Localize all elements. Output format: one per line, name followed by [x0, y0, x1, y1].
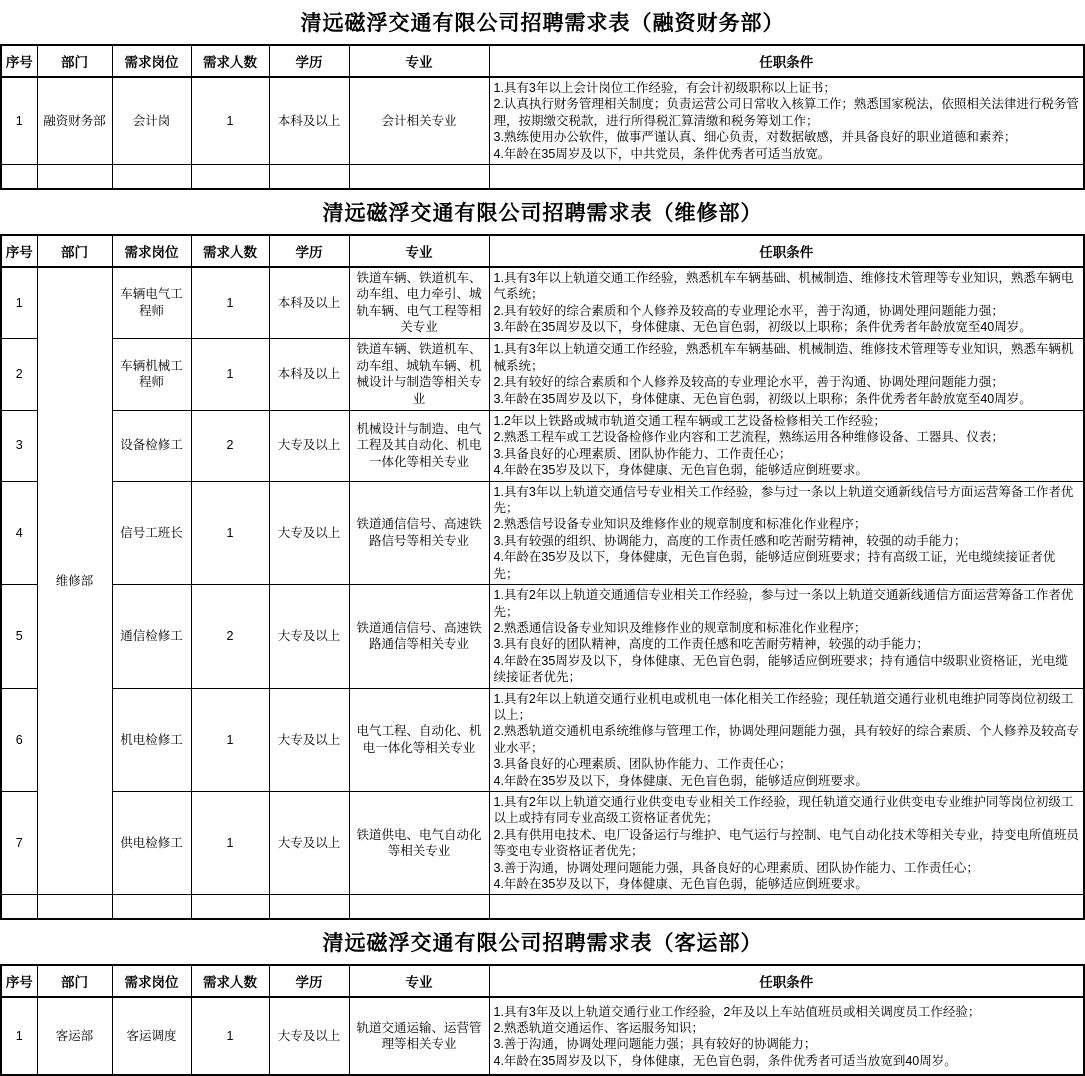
- empty-cell: [489, 895, 1084, 920]
- condition-line: 4.年龄在35岁及以下，身体健康、无色盲色弱，能够适应倒班要求。: [493, 773, 868, 788]
- serial-cell: 5: [1, 585, 37, 688]
- recruitment-table-maintenance: [0, 234, 1085, 920]
- condition-line: 2.熟悉信号设备专业知识及维修作业的规章制度和标准化作业程序；: [493, 517, 867, 532]
- conditions-cell: [489, 77, 1084, 165]
- table-row: [1, 410, 1084, 481]
- empty-cell: [1, 895, 37, 920]
- department-cell: 融资财务部: [37, 77, 112, 165]
- department-cell: 客运部: [37, 997, 112, 1075]
- serial-cell: 1: [1, 77, 37, 165]
- condition-line: 1.具有2年以上轨道交通通信专业相关工作经验，参与过一条以上轨道交通新线通信方面运营筹备工作者优先；: [493, 588, 1074, 619]
- table-row: [1, 791, 1084, 894]
- table-title-passenger: 清远磁浮交通有限公司招聘需求表（客运部）: [322, 932, 763, 956]
- condition-line: 3.具有较强的组织、协调能力，高度的工作责任感和吃苦耐劳精神，较强的动手能力；: [493, 533, 967, 548]
- headcount-cell: 1: [191, 77, 269, 165]
- condition-line: 2.具有供用电技术、电厂设备运行与维护、电气运行与控制、电气自动化技术等相关专业，持变电所值班员等变电专业资格证者优先；: [493, 827, 1079, 859]
- empty-cell: [112, 165, 191, 190]
- col-header-major: 专业: [349, 235, 489, 267]
- condition-line: 1.具有3年以上轨道交通信号专业相关工作经验，参与过一条以上轨道交通新线信号方面运营筹备工作者优先；: [493, 484, 1074, 516]
- serial-cell: 1: [1, 997, 37, 1075]
- condition-line: 1.具有3年以上轨道交通工作经验，熟悉机车车辆基础、机械制造、维修技术管理等专业知识，熟悉车辆机械系统；: [493, 342, 1074, 373]
- condition-line: 3.年龄在35周岁及以下，身体健康、无色盲色弱，初级以上职称；条件优秀者年龄放宽至40周岁。: [493, 391, 1032, 406]
- education-cell: 大专及以上: [269, 688, 349, 791]
- table-section-finance: [0, 0, 1085, 190]
- position-cell: 车辆电气工程师: [112, 267, 191, 338]
- position-cell: 机电检修工: [112, 688, 191, 791]
- empty-stub-row: [1, 895, 1084, 920]
- condition-line: 3.熟练使用办公软件，做事严谨认真、细心负责，对数据敏感，并具备良好的职业道德和素养；: [493, 130, 1017, 145]
- condition-line: 2.熟悉工程车或工艺设备检修作业内容和工艺流程，熟练运用各种维修设备、工器具、仪表；: [493, 430, 1004, 445]
- col-header-position: 需求岗位: [112, 235, 191, 267]
- conditions-cell: [489, 338, 1084, 410]
- headcount-cell: 2: [191, 410, 269, 481]
- empty-cell: [269, 895, 349, 920]
- empty-cell: [269, 165, 349, 190]
- condition-line: 3.善于沟通，协调处理问题能力强，具备良好的心理素质、团队协作能力、工作责任心；: [493, 860, 979, 875]
- condition-line: 1.具有3年及以上轨道交通行业工作经验，2年及以上车站值班员或相关调度员工作经验；: [493, 1004, 981, 1019]
- condition-line: 1.具有2年以上轨道交通行业机电或机电一体化相关工作经验；现任轨道交通行业机电维护同等岗位初级工以上；: [493, 691, 1074, 722]
- col-header-education: 学历: [269, 45, 349, 77]
- empty-stub-row: [1, 165, 1084, 190]
- condition-line: 4.年龄在35周岁及以下，身体健康、无色盲色弱，能够适应倒班要求；持有通信中级职业资格证，光电缆续接证者优先；: [493, 653, 1068, 685]
- major-cell: 铁道通信信号、高速铁路信号等相关专业: [349, 481, 489, 584]
- condition-line: 2.具有较好的综合素质和个人修养及较高的专业理论水平，善于沟通，协调处理问题能力强；: [493, 303, 1004, 318]
- position-cell: 车辆机械工程师: [112, 338, 191, 410]
- headcount-cell: 1: [191, 791, 269, 894]
- col-header-conditions: 任职条件: [489, 965, 1084, 997]
- position-cell: 客运调度: [112, 997, 191, 1075]
- col-header-serial: 序号: [1, 965, 37, 997]
- condition-line: 2.熟悉轨道交通运作、客运服务知识；: [493, 1021, 704, 1035]
- condition-line: 1.具有2年以上轨道交通行业供变电专业相关工作经验，现任轨道交通行业供变电专业维护同等岗位初级工以上或持有同专业高级工资格证者优先；: [493, 794, 1074, 826]
- condition-line: 3.具备良好的心理素质、团队协作能力、工作责任心；: [493, 757, 792, 772]
- empty-cell: [349, 895, 489, 920]
- conditions-cell: [489, 997, 1084, 1075]
- condition-line: 4.年龄在35岁及以下，身体健康，无色盲色弱，能够适应倒班要求；持有高级工证，光电缆续接证者优先；: [493, 550, 1056, 581]
- education-cell: 本科及以上: [269, 267, 349, 338]
- conditions-cell: [489, 688, 1084, 791]
- recruitment-table-finance: [0, 44, 1085, 190]
- major-cell: 铁道通信信号、高速铁路通信等相关专业: [349, 585, 489, 688]
- condition-line: 2.熟悉通信设备专业知识及维修作业的规章制度和标准化作业程序；: [493, 620, 867, 635]
- empty-cell: [191, 895, 269, 920]
- position-cell: 通信检修工: [112, 585, 191, 688]
- col-header-major: 专业: [349, 965, 489, 997]
- condition-line: 4.年龄在35岁及以下，身体健康、无色盲色弱，能够适应倒班要求。: [493, 463, 868, 478]
- education-cell: 本科及以上: [269, 77, 349, 165]
- header-row: [1, 45, 1084, 77]
- col-header-serial: 序号: [1, 45, 37, 77]
- condition-line: 4.年龄在35周岁及以下，身体健康，无色盲色弱，条件优秀者可适当放宽到40周岁。: [493, 1053, 957, 1068]
- education-cell: 大专及以上: [269, 481, 349, 584]
- major-cell: 铁道车辆、铁道机车、动车组、电力牵引、城轨车辆、电气工程等相关专业: [349, 267, 489, 338]
- condition-line: 2.熟悉轨道交通机电系统维修与管理工作，协调处理问题能力强，具有较好的综合素质、个人修养及较高专业水平；: [493, 724, 1079, 755]
- headcount-cell: 2: [191, 585, 269, 688]
- education-cell: 大专及以上: [269, 791, 349, 894]
- header-row: [1, 235, 1084, 267]
- empty-cell: [37, 165, 112, 190]
- condition-line: 3.具备良好的心理素质、团队协作能力、工作责任心；: [493, 446, 792, 461]
- table-section-passenger: [0, 920, 1085, 1076]
- table-row: [1, 267, 1084, 338]
- conditions-cell: [489, 267, 1084, 338]
- major-cell: 铁道车辆、铁道机车、动车组、城轨车辆、机械设计与制造等相关专业: [349, 338, 489, 410]
- major-cell: 铁道供电、电气自动化等相关专业: [349, 791, 489, 894]
- conditions-cell: [489, 481, 1084, 584]
- position-cell: 会计岗: [112, 77, 191, 165]
- condition-line: 3.年龄在35周岁及以下，身体健康、无色盲色弱，初级以上职称；条件优秀者年龄放宽至40周岁。: [493, 320, 1032, 335]
- table-row: [1, 481, 1084, 584]
- condition-line: 3.善于沟通，协调处理问题能力强；具有较好的协调能力；: [493, 1037, 817, 1052]
- headcount-cell: 1: [191, 267, 269, 338]
- col-header-headcount: 需求人数: [191, 965, 269, 997]
- condition-line: 2.具有较好的综合素质和个人修养及较高的专业理论水平，善于沟通、协调处理问题能力强；: [493, 375, 1004, 390]
- table-row: [1, 338, 1084, 410]
- conditions-cell: [489, 585, 1084, 688]
- major-cell: 电气工程、自动化、机电一体化等相关专业: [349, 688, 489, 791]
- table-row: [1, 585, 1084, 688]
- col-header-headcount: 需求人数: [191, 45, 269, 77]
- col-header-education: 学历: [269, 235, 349, 267]
- col-header-education: 学历: [269, 965, 349, 997]
- condition-line: 1.具有3年以上会计岗位工作经验，有会计初级职称以上证书；: [493, 81, 836, 95]
- col-header-position: 需求岗位: [112, 45, 191, 77]
- recruitment-table-passenger: [0, 964, 1085, 1076]
- col-header-department: 部门: [37, 45, 112, 77]
- headcount-cell: 1: [191, 338, 269, 410]
- condition-line: 2.认真执行财务管理相关制度；负责运营公司日常收入核算工作；熟悉国家税法，依照相关法律进行税务管理，按期缴交税款，进行所得税汇算清缴和税务筹划工作；: [493, 97, 1079, 128]
- serial-cell: 3: [1, 410, 37, 481]
- empty-cell: [349, 165, 489, 190]
- col-header-serial: 序号: [1, 235, 37, 267]
- headcount-cell: 1: [191, 481, 269, 584]
- table-row: [1, 77, 1084, 165]
- major-cell: 轨道交通运输、运营管理等相关专业: [349, 997, 489, 1075]
- empty-cell: [489, 165, 1084, 190]
- col-header-major: 专业: [349, 45, 489, 77]
- position-cell: 信号工班长: [112, 481, 191, 584]
- table-row: [1, 688, 1084, 791]
- table-title-finance: 清远磁浮交通有限公司招聘需求表（融资财务部）: [300, 12, 785, 35]
- condition-line: 3.具有良好的团队精神，高度的工作责任感和吃苦耐劳精神，较强的动手能力；: [493, 637, 929, 652]
- headcount-cell: 1: [191, 688, 269, 791]
- table-section-maintenance: [0, 190, 1085, 920]
- condition-line: 1.具有3年以上轨道交通工作经验，熟悉机车车辆基础、机械制造、维修技术管理等专业知识，熟悉车辆电气系统；: [493, 271, 1074, 302]
- serial-cell: 2: [1, 338, 37, 410]
- serial-cell: 6: [1, 688, 37, 791]
- table-row: [1, 997, 1084, 1075]
- major-cell: 机械设计与制造、电气工程及其自动化、机电一体化等相关专业: [349, 410, 489, 481]
- headcount-cell: 1: [191, 997, 269, 1075]
- education-cell: 大专及以上: [269, 997, 349, 1075]
- position-cell: 供电检修工: [112, 791, 191, 894]
- empty-cell: [191, 165, 269, 190]
- empty-cell: [37, 895, 112, 920]
- col-header-conditions: 任职条件: [489, 45, 1084, 77]
- conditions-cell: [489, 791, 1084, 894]
- condition-line: 4.年龄在35周岁及以下，中共党员，条件优秀者可适当放宽。: [493, 146, 831, 161]
- col-header-conditions: 任职条件: [489, 235, 1084, 267]
- col-header-headcount: 需求人数: [191, 235, 269, 267]
- condition-line: 1.2年以上铁路或城市轨道交通工程车辆或工艺设备检修相关工作经验；: [493, 413, 886, 428]
- col-header-department: 部门: [37, 965, 112, 997]
- major-cell: 会计相关专业: [349, 77, 489, 165]
- col-header-department: 部门: [37, 235, 112, 267]
- serial-cell: 7: [1, 791, 37, 894]
- header-row: [1, 965, 1084, 997]
- table-title-maintenance: 清远磁浮交通有限公司招聘需求表（维修部）: [322, 202, 763, 226]
- serial-cell: 4: [1, 481, 37, 584]
- education-cell: 大专及以上: [269, 410, 349, 481]
- education-cell: 本科及以上: [269, 338, 349, 410]
- education-cell: 大专及以上: [269, 585, 349, 688]
- empty-cell: [1, 165, 37, 190]
- condition-line: 4.年龄在35岁及以下，身体健康、无色盲色弱，能够适应倒班要求。: [493, 877, 868, 891]
- department-cell: 维修部: [37, 267, 112, 895]
- position-cell: 设备检修工: [112, 410, 191, 481]
- col-header-position: 需求岗位: [112, 965, 191, 997]
- serial-cell: 1: [1, 267, 37, 338]
- conditions-cell: [489, 410, 1084, 481]
- empty-cell: [112, 895, 191, 920]
